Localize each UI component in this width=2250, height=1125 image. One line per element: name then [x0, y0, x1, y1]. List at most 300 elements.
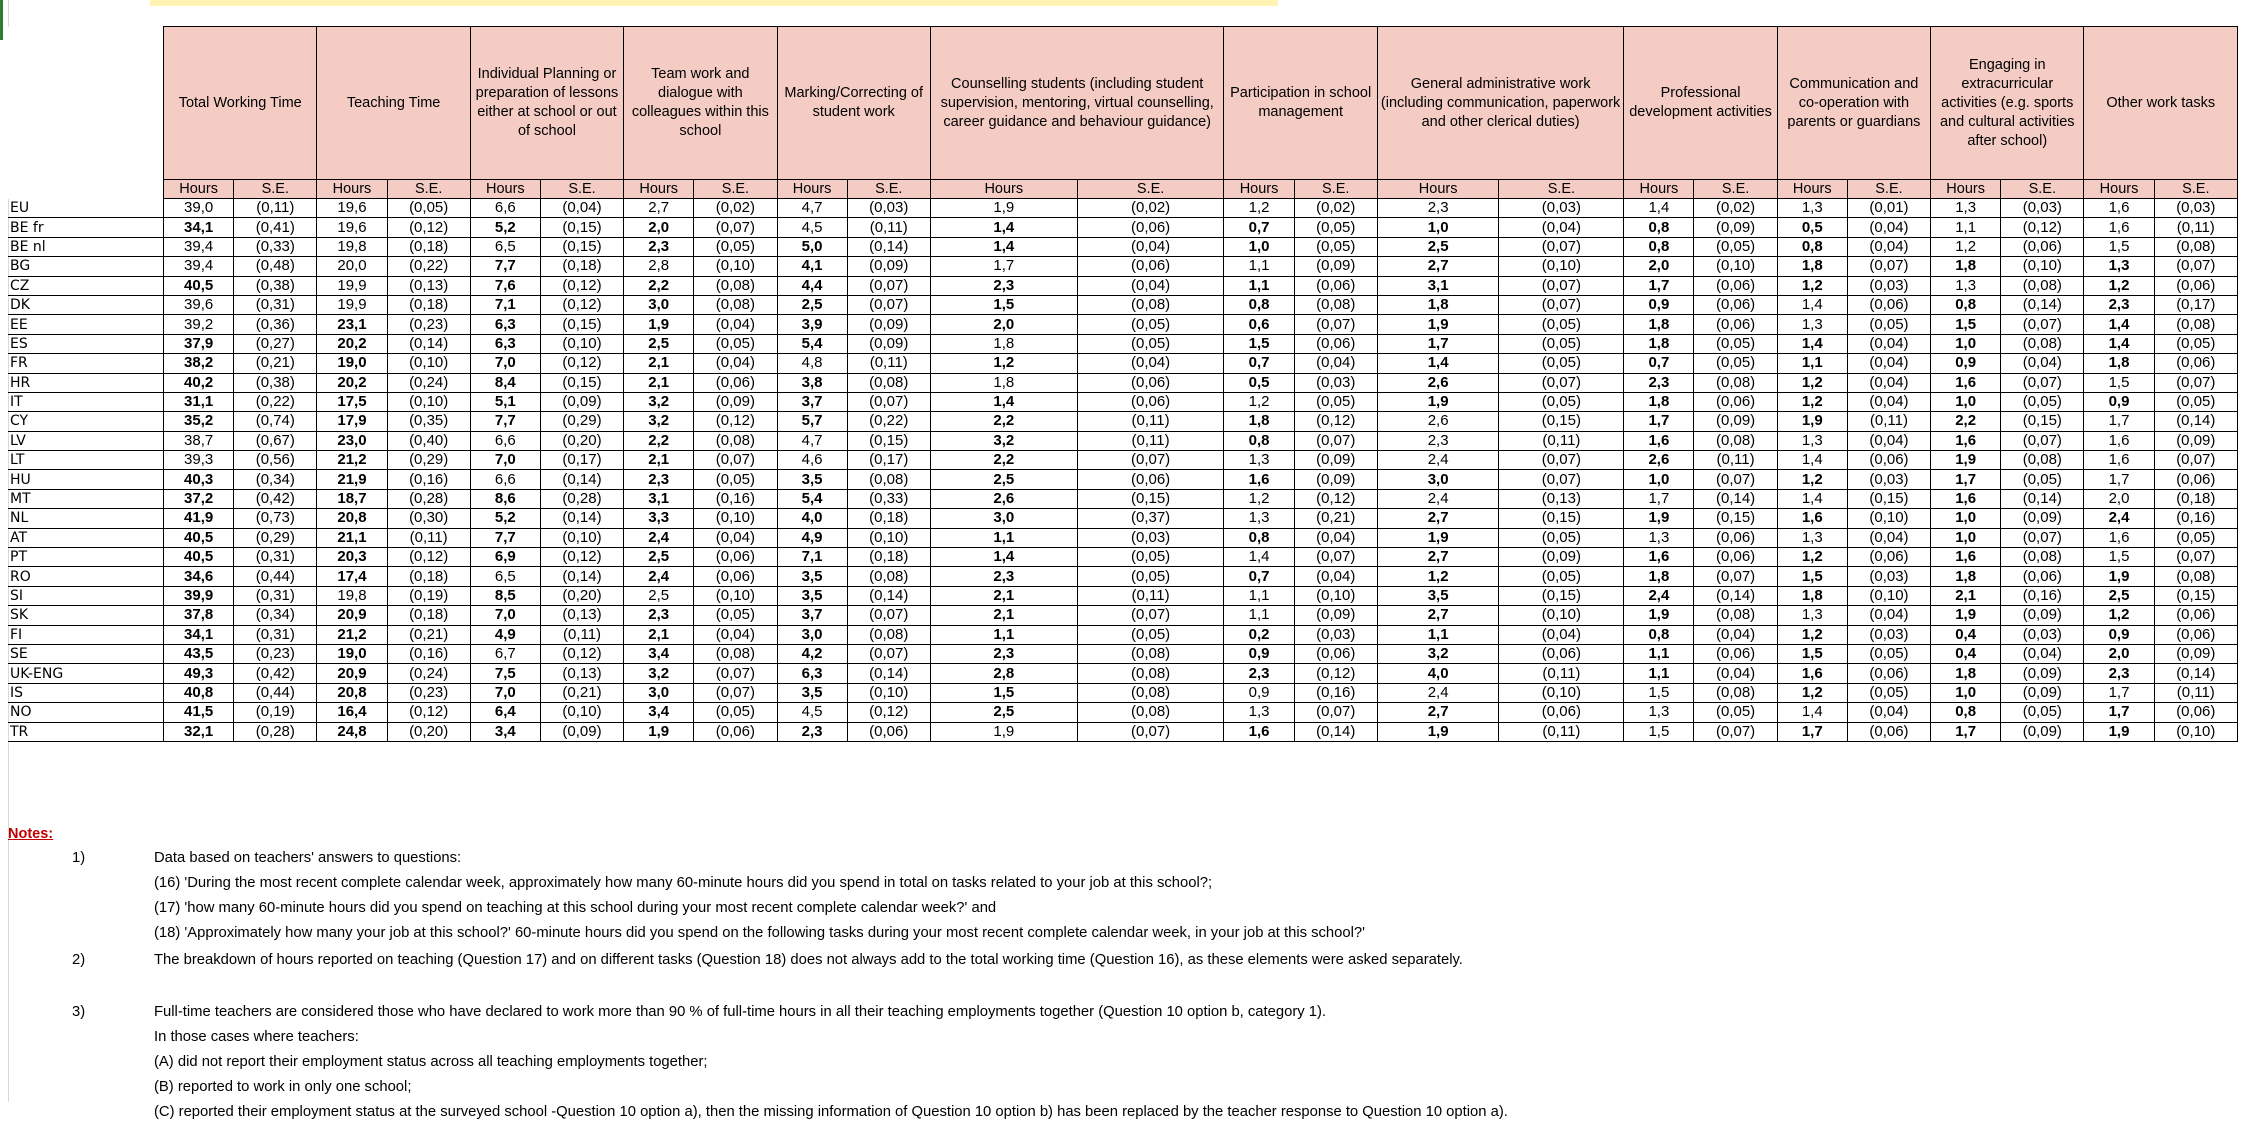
- hours-cell: 5,2: [470, 218, 540, 237]
- hours-cell: 34,6: [164, 567, 234, 586]
- hours-cell: 1,2: [1777, 470, 1847, 489]
- se-cell: (0,04): [694, 625, 777, 644]
- hours-cell: 2,5: [930, 470, 1077, 489]
- hours-cell: 21,1: [317, 528, 387, 547]
- hours-cell: 20,8: [317, 683, 387, 702]
- hours-cell: 1,3: [1224, 509, 1294, 528]
- hours-cell: 7,0: [470, 606, 540, 625]
- hours-cell: 2,3: [777, 722, 847, 741]
- hours-cell: 2,7: [1377, 703, 1499, 722]
- se-cell: (0,07): [847, 606, 930, 625]
- table-row: [8, 218, 2238, 237]
- se-cell: (0,22): [847, 412, 930, 431]
- hours-cell: 2,1: [624, 373, 694, 392]
- se-cell: (0,05): [1847, 644, 1930, 663]
- se-cell: (0,18): [387, 295, 470, 314]
- se-cell: (0,03): [1847, 567, 1930, 586]
- se-cell: (0,07): [847, 644, 930, 663]
- hours-cell: 0,8: [1931, 295, 2001, 314]
- se-cell: (0,11): [847, 354, 930, 373]
- subheader-se: S.E.: [1499, 180, 1624, 199]
- hours-cell: 2,3: [930, 567, 1077, 586]
- hours-cell: 1,4: [1624, 199, 1694, 218]
- table-row: [8, 664, 2238, 683]
- hours-cell: 1,3: [1931, 276, 2001, 295]
- se-cell: (0,07): [2001, 431, 2084, 450]
- se-cell: (0,09): [1694, 218, 1777, 237]
- hours-cell: 1,9: [1377, 528, 1499, 547]
- note-line: Data based on teachers' answers to questions:: [154, 850, 462, 866]
- hours-cell: 2,6: [1377, 373, 1499, 392]
- se-cell: (0,09): [1294, 470, 1377, 489]
- se-cell: (0,07): [1499, 373, 1624, 392]
- subheader-hours: Hours: [164, 180, 234, 199]
- se-cell: (0,14): [387, 334, 470, 353]
- hours-cell: 1,6: [1931, 548, 2001, 567]
- hours-cell: 1,2: [2084, 606, 2154, 625]
- column-header-admin: General administrative work (including communication, paperwork and other clerical duties): [1377, 27, 1624, 180]
- hours-cell: 2,2: [1931, 412, 2001, 431]
- country-label: CZ: [8, 276, 164, 295]
- se-cell: (0,15): [540, 315, 623, 334]
- hours-cell: 49,3: [164, 664, 234, 683]
- hours-cell: 3,2: [624, 664, 694, 683]
- se-cell: (0,14): [2001, 489, 2084, 508]
- hours-cell: 2,5: [624, 334, 694, 353]
- se-cell: (0,04): [1847, 392, 1930, 411]
- se-cell: (0,09): [847, 315, 930, 334]
- hours-cell: 20,0: [317, 257, 387, 276]
- hours-cell: 4,0: [1377, 664, 1499, 683]
- hours-cell: 7,0: [470, 354, 540, 373]
- se-cell: (0,12): [540, 548, 623, 567]
- country-label: LV: [8, 431, 164, 450]
- se-cell: (0,10): [1499, 606, 1624, 625]
- subheader-se: S.E.: [1694, 180, 1777, 199]
- se-cell: (0,38): [234, 373, 317, 392]
- country-label: IT: [8, 392, 164, 411]
- country-label: AT: [8, 528, 164, 547]
- hours-cell: 1,3: [1931, 199, 2001, 218]
- table-row: [8, 509, 2238, 528]
- se-cell: (0,03): [1294, 373, 1377, 392]
- column-header-team: Team work and dialogue with colleagues within this school: [624, 27, 777, 180]
- subheader-hours: Hours: [2084, 180, 2154, 199]
- se-cell: (0,05): [1847, 315, 1930, 334]
- se-cell: (0,04): [540, 199, 623, 218]
- se-cell: (0,28): [387, 489, 470, 508]
- se-cell: (0,15): [1694, 509, 1777, 528]
- hours-cell: 1,5: [1624, 683, 1694, 702]
- se-cell: (0,07): [2154, 373, 2237, 392]
- se-cell: (0,04): [694, 528, 777, 547]
- se-cell: (0,04): [1847, 218, 1930, 237]
- column-header-prof: Professional development activities: [1624, 27, 1777, 180]
- se-cell: (0,06): [1847, 295, 1930, 314]
- hours-cell: 6,5: [470, 237, 540, 256]
- table-row: [8, 703, 2238, 722]
- hours-cell: 2,3: [624, 237, 694, 256]
- se-cell: (0,04): [1077, 276, 1224, 295]
- se-cell: (0,10): [847, 528, 930, 547]
- se-cell: (0,05): [1499, 567, 1624, 586]
- table-row: [8, 412, 2238, 431]
- hours-cell: 1,2: [1777, 373, 1847, 392]
- se-cell: (0,06): [2154, 470, 2237, 489]
- country-label: FR: [8, 354, 164, 373]
- hours-cell: 3,4: [624, 644, 694, 663]
- hours-cell: 1,3: [1224, 451, 1294, 470]
- hours-cell: 1,6: [2084, 528, 2154, 547]
- hours-cell: 1,1: [1931, 218, 2001, 237]
- se-cell: (0,12): [2001, 218, 2084, 237]
- se-cell: (0,04): [1847, 373, 1930, 392]
- country-label: BG: [8, 257, 164, 276]
- se-cell: (0,06): [1847, 722, 1930, 741]
- hours-cell: 1,4: [1777, 334, 1847, 353]
- se-cell: (0,11): [1499, 431, 1624, 450]
- se-cell: (0,10): [1694, 257, 1777, 276]
- hours-cell: 7,6: [470, 276, 540, 295]
- hours-cell: 0,7: [1224, 218, 1294, 237]
- hours-cell: 24,8: [317, 722, 387, 741]
- note-number: 1): [72, 850, 86, 866]
- hours-cell: 1,2: [1224, 489, 1294, 508]
- se-cell: (0,12): [387, 703, 470, 722]
- country-label: NL: [8, 509, 164, 528]
- table-row: [8, 315, 2238, 334]
- hours-cell: 3,2: [1377, 644, 1499, 663]
- hours-cell: 2,0: [1624, 257, 1694, 276]
- hours-cell: 32,1: [164, 722, 234, 741]
- se-cell: (0,06): [1694, 528, 1777, 547]
- hours-cell: 1,5: [930, 683, 1077, 702]
- se-cell: (0,07): [847, 295, 930, 314]
- se-cell: (0,11): [540, 625, 623, 644]
- se-cell: (0,09): [847, 334, 930, 353]
- hours-cell: 19,6: [317, 218, 387, 237]
- hours-cell: 1,7: [1624, 489, 1694, 508]
- subheader-hours: Hours: [930, 180, 1077, 199]
- table-row: [8, 451, 2238, 470]
- se-cell: (0,18): [847, 548, 930, 567]
- hours-cell: 1,6: [1931, 373, 2001, 392]
- hours-cell: 3,8: [777, 373, 847, 392]
- country-label: SE: [8, 644, 164, 663]
- se-cell: (0,10): [1847, 586, 1930, 605]
- hours-cell: 35,2: [164, 412, 234, 431]
- se-cell: (0,09): [2001, 683, 2084, 702]
- hours-cell: 1,9: [1931, 451, 2001, 470]
- hours-cell: 1,5: [2084, 373, 2154, 392]
- se-cell: (0,11): [2154, 218, 2237, 237]
- hours-cell: 19,6: [317, 199, 387, 218]
- se-cell: (0,09): [2001, 606, 2084, 625]
- country-label: RO: [8, 567, 164, 586]
- hours-cell: 1,1: [1224, 606, 1294, 625]
- se-cell: (0,19): [234, 703, 317, 722]
- hours-cell: 1,1: [930, 528, 1077, 547]
- hours-cell: 1,0: [1931, 392, 2001, 411]
- hours-cell: 3,1: [1377, 276, 1499, 295]
- note-line: (18) 'Approximately how many your job at this school?' 60-minute hours did you spend on the following tasks during your most recent complete calendar week, in your job at this school?': [154, 925, 1365, 941]
- subheader-hours: Hours: [470, 180, 540, 199]
- hours-cell: 19,8: [317, 586, 387, 605]
- table-row: [8, 470, 2238, 489]
- se-cell: (0,44): [234, 567, 317, 586]
- hours-cell: 1,2: [1224, 199, 1294, 218]
- se-cell: (0,14): [1294, 722, 1377, 741]
- se-cell: (0,17): [847, 451, 930, 470]
- hours-cell: 3,0: [930, 509, 1077, 528]
- hours-cell: 16,4: [317, 703, 387, 722]
- hours-cell: 2,3: [2084, 664, 2154, 683]
- hours-cell: 1,0: [1931, 509, 2001, 528]
- se-cell: (0,18): [847, 509, 930, 528]
- country-label: FI: [8, 625, 164, 644]
- se-cell: (0,10): [2001, 257, 2084, 276]
- hours-cell: 1,2: [1777, 548, 1847, 567]
- hours-cell: 40,3: [164, 470, 234, 489]
- hours-cell: 4,8: [777, 354, 847, 373]
- hours-cell: 6,4: [470, 703, 540, 722]
- hours-cell: 1,9: [1931, 606, 2001, 625]
- se-cell: (0,07): [2001, 315, 2084, 334]
- hours-cell: 6,6: [470, 431, 540, 450]
- se-cell: (0,10): [694, 257, 777, 276]
- hours-cell: 1,7: [1777, 722, 1847, 741]
- hours-cell: 1,3: [1624, 528, 1694, 547]
- se-cell: (0,17): [540, 451, 623, 470]
- hours-cell: 0,8: [1777, 237, 1847, 256]
- se-cell: (0,07): [1499, 237, 1624, 256]
- hours-cell: 6,6: [470, 470, 540, 489]
- se-cell: (0,04): [2001, 354, 2084, 373]
- hours-cell: 1,2: [1377, 567, 1499, 586]
- hours-cell: 2,5: [624, 586, 694, 605]
- se-cell: (0,17): [2154, 295, 2237, 314]
- hours-cell: 1,4: [930, 237, 1077, 256]
- se-cell: (0,12): [847, 703, 930, 722]
- se-cell: (0,08): [1694, 683, 1777, 702]
- se-cell: (0,07): [1694, 567, 1777, 586]
- se-cell: (0,08): [1694, 431, 1777, 450]
- hours-cell: 3,3: [624, 509, 694, 528]
- se-cell: (0,06): [694, 373, 777, 392]
- hours-cell: 17,5: [317, 392, 387, 411]
- hours-cell: 2,2: [930, 451, 1077, 470]
- hours-cell: 20,3: [317, 548, 387, 567]
- column-header-other: Other work tasks: [2084, 27, 2238, 180]
- se-cell: (0,01): [1847, 199, 1930, 218]
- hours-cell: 1,1: [1624, 644, 1694, 663]
- subheader-se: S.E.: [847, 180, 930, 199]
- subheader-hours: Hours: [1377, 180, 1499, 199]
- se-cell: (0,14): [540, 470, 623, 489]
- hours-cell: 7,1: [777, 548, 847, 567]
- se-cell: (0,35): [387, 412, 470, 431]
- se-cell: (0,08): [694, 276, 777, 295]
- se-cell: (0,04): [1847, 334, 1930, 353]
- se-cell: (0,06): [694, 567, 777, 586]
- hours-cell: 1,1: [1377, 625, 1499, 644]
- subheader-se: S.E.: [1294, 180, 1377, 199]
- note-line: (A) did not report their employment status across all teaching employments together;: [154, 1054, 708, 1070]
- subheader-hours: Hours: [624, 180, 694, 199]
- se-cell: (0,07): [1294, 315, 1377, 334]
- hours-cell: 1,2: [930, 354, 1077, 373]
- hours-cell: 1,7: [1931, 722, 2001, 741]
- subheader-hours: Hours: [1931, 180, 2001, 199]
- se-cell: (0,05): [2154, 334, 2237, 353]
- se-cell: (0,03): [2154, 199, 2237, 218]
- hours-cell: 37,9: [164, 334, 234, 353]
- hours-cell: 39,9: [164, 586, 234, 605]
- se-cell: (0,07): [1694, 722, 1777, 741]
- hours-cell: 1,9: [1377, 392, 1499, 411]
- se-cell: (0,29): [540, 412, 623, 431]
- hours-cell: 2,7: [1377, 548, 1499, 567]
- se-cell: (0,21): [1294, 509, 1377, 528]
- se-cell: (0,04): [1847, 606, 1930, 625]
- hours-cell: 1,0: [1931, 528, 2001, 547]
- se-cell: (0,31): [234, 548, 317, 567]
- hours-cell: 0,4: [1931, 644, 2001, 663]
- se-cell: (0,12): [540, 276, 623, 295]
- se-cell: (0,08): [1077, 295, 1224, 314]
- se-cell: (0,08): [1077, 644, 1224, 663]
- se-cell: (0,05): [1499, 392, 1624, 411]
- se-cell: (0,07): [1694, 470, 1777, 489]
- se-cell: (0,06): [1294, 644, 1377, 663]
- se-cell: (0,06): [1847, 548, 1930, 567]
- country-label: TR: [8, 722, 164, 741]
- data-table: [8, 26, 2238, 742]
- se-cell: (0,15): [2001, 412, 2084, 431]
- hours-cell: 0,7: [1224, 567, 1294, 586]
- se-cell: (0,15): [1847, 489, 1930, 508]
- se-cell: (0,05): [2001, 703, 2084, 722]
- se-cell: (0,18): [387, 237, 470, 256]
- se-cell: (0,15): [540, 373, 623, 392]
- se-cell: (0,10): [540, 334, 623, 353]
- se-cell: (0,03): [847, 199, 930, 218]
- hours-cell: 39,6: [164, 295, 234, 314]
- se-cell: (0,24): [387, 664, 470, 683]
- hours-cell: 21,2: [317, 625, 387, 644]
- hours-cell: 5,4: [777, 334, 847, 353]
- se-cell: (0,16): [2001, 586, 2084, 605]
- se-cell: (0,27): [234, 334, 317, 353]
- se-cell: (0,10): [540, 703, 623, 722]
- hours-cell: 20,9: [317, 606, 387, 625]
- hours-cell: 40,5: [164, 548, 234, 567]
- se-cell: (0,08): [847, 470, 930, 489]
- hours-cell: 20,8: [317, 509, 387, 528]
- note-line: (C) reported their employment status at the surveyed school -Question 10 option a), then the missing information of Question 10 option b) has been replaced by the teacher response to Question 10 option a).: [154, 1104, 1508, 1120]
- hours-cell: 3,2: [930, 431, 1077, 450]
- hours-cell: 2,0: [2084, 489, 2154, 508]
- se-cell: (0,04): [1077, 237, 1224, 256]
- se-cell: (0,08): [2001, 548, 2084, 567]
- se-cell: (0,04): [1847, 703, 1930, 722]
- country-label: IS: [8, 683, 164, 702]
- se-cell: (0,03): [1499, 199, 1624, 218]
- table-row: [8, 373, 2238, 392]
- se-cell: (0,08): [847, 373, 930, 392]
- country-label: HR: [8, 373, 164, 392]
- hours-cell: 0,7: [1224, 354, 1294, 373]
- se-cell: (0,30): [387, 509, 470, 528]
- country-label: NO: [8, 703, 164, 722]
- hours-cell: 1,4: [930, 392, 1077, 411]
- se-cell: (0,10): [1294, 586, 1377, 605]
- se-cell: (0,08): [847, 567, 930, 586]
- se-cell: (0,28): [540, 489, 623, 508]
- hours-cell: 0,9: [1224, 644, 1294, 663]
- table-row: [8, 257, 2238, 276]
- subheader-se: S.E.: [694, 180, 777, 199]
- table-row: [8, 586, 2238, 605]
- se-cell: (0,02): [1077, 199, 1224, 218]
- se-cell: (0,05): [2001, 470, 2084, 489]
- se-cell: (0,10): [1499, 257, 1624, 276]
- se-cell: (0,07): [847, 392, 930, 411]
- hours-cell: 1,6: [1224, 722, 1294, 741]
- se-cell: (0,22): [234, 392, 317, 411]
- se-cell: (0,05): [1499, 528, 1624, 547]
- se-cell: (0,06): [1694, 276, 1777, 295]
- se-cell: (0,05): [694, 470, 777, 489]
- header-corner-blank: [8, 27, 164, 180]
- se-cell: (0,06): [1694, 315, 1777, 334]
- hours-cell: 1,8: [1777, 586, 1847, 605]
- se-cell: (0,14): [847, 586, 930, 605]
- se-cell: (0,34): [234, 470, 317, 489]
- hours-cell: 1,0: [1224, 237, 1294, 256]
- se-cell: (0,15): [1499, 509, 1624, 528]
- se-cell: (0,06): [1077, 257, 1224, 276]
- se-cell: (0,14): [847, 664, 930, 683]
- se-cell: (0,23): [387, 315, 470, 334]
- se-cell: (0,18): [387, 606, 470, 625]
- se-cell: (0,16): [2154, 509, 2237, 528]
- hours-cell: 3,0: [624, 683, 694, 702]
- hours-cell: 1,6: [2084, 218, 2154, 237]
- se-cell: (0,09): [540, 392, 623, 411]
- se-cell: (0,09): [540, 722, 623, 741]
- hours-cell: 1,4: [1377, 354, 1499, 373]
- subheader-se: S.E.: [540, 180, 623, 199]
- hours-cell: 23,1: [317, 315, 387, 334]
- se-cell: (0,12): [387, 548, 470, 567]
- se-cell: (0,04): [1499, 625, 1624, 644]
- se-cell: (0,28): [234, 722, 317, 741]
- hours-cell: 1,6: [1777, 509, 1847, 528]
- se-cell: (0,36): [234, 315, 317, 334]
- se-cell: (0,04): [1077, 354, 1224, 373]
- hours-cell: 31,1: [164, 392, 234, 411]
- se-cell: (0,12): [540, 644, 623, 663]
- subheader-hours: Hours: [1777, 180, 1847, 199]
- hours-cell: 3,5: [777, 567, 847, 586]
- hours-cell: 1,3: [1777, 528, 1847, 547]
- se-cell: (0,09): [2001, 509, 2084, 528]
- table-row: [8, 722, 2238, 741]
- hours-cell: 0,8: [1624, 625, 1694, 644]
- hours-cell: 1,3: [1777, 606, 1847, 625]
- hours-cell: 1,7: [2084, 470, 2154, 489]
